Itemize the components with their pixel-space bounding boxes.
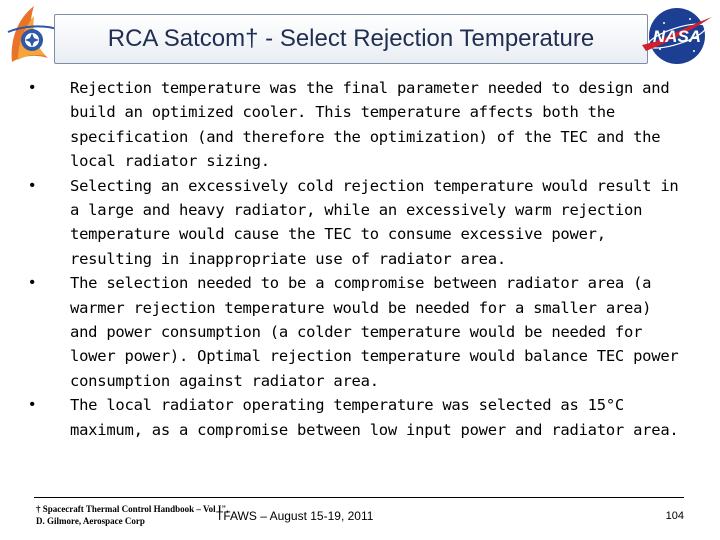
bullet-list	[26, 76, 686, 442]
nasa-logo-icon	[640, 5, 714, 67]
bullet-marker: •	[29, 79, 35, 96]
bullet-item	[26, 271, 686, 393]
title-bar	[54, 14, 648, 64]
bullet-item	[26, 76, 686, 174]
bullet-text: Rejection temperature was the final parameter needed to design and build an optimized cooler. This temperature affects both the specification (and therefore the optimization) of the TEC and the local radiator sizing.	[70, 79, 670, 171]
footnote-line: † Spacecraft Thermal Control Handbook – Vol I",	[36, 504, 229, 514]
footnote-line: D. Gilmore, Aerospace Corp	[36, 516, 145, 526]
slide-title: RCA Satcom† - Select Rejection Temperature	[107, 25, 595, 52]
conference-label: TFAWS – August 15-19, 2011	[216, 509, 374, 523]
page-number: 104	[665, 510, 684, 522]
bullet-item	[26, 174, 686, 272]
bullet-marker: •	[29, 396, 35, 414]
bullet-text: The selection needed to be a compromise between radiator area (a warmer rejection temperature would be needed for a smaller area) and power consumption (a colder temperature would be needed for lower power). Optimal rejection temperature would balance TEC power consumption against radiator area.	[70, 274, 679, 390]
bullet-marker: •	[29, 176, 35, 194]
bullet-item	[26, 393, 686, 442]
bullet-marker: •	[29, 274, 35, 292]
svg-text:NASA: NASA	[652, 27, 702, 46]
bullet-text: The local radiator operating temperature was selected as 15°C maximum, as a compromise between low input power and radiator area.	[70, 396, 679, 439]
bullet-text: Selecting an excessively cold rejection temperature would result in a large and heavy radiator, while an excessively warm rejection temperature would cause the TEC to consume excessive power, resulting in inappropriate use of radiator area.	[70, 176, 679, 268]
footer-divider	[34, 497, 684, 498]
footnote	[36, 503, 229, 527]
